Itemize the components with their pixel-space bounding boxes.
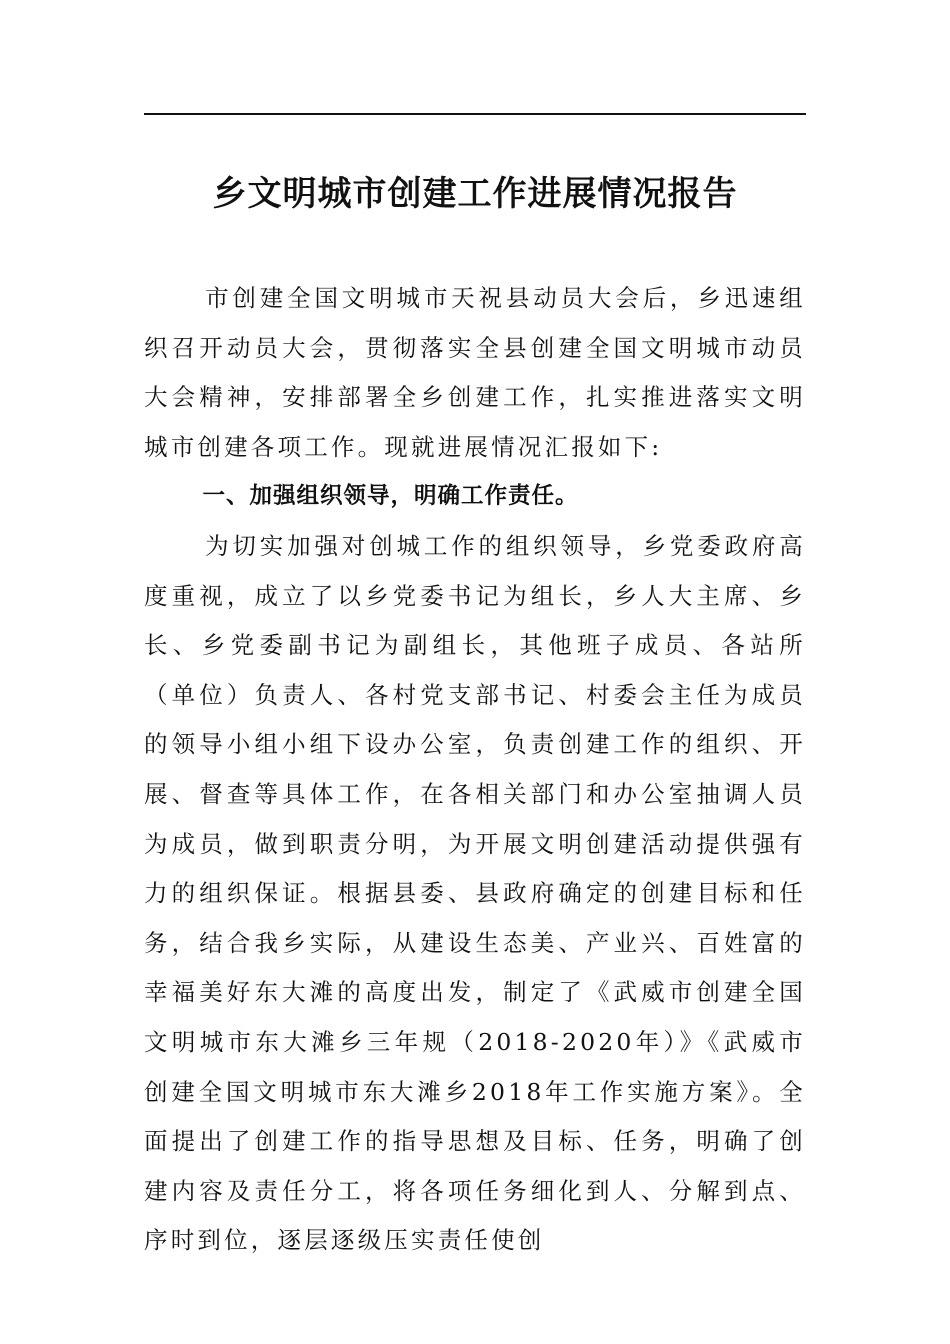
section-paragraph: 为切实加强对创城工作的组织领导，乡党委政府高度重视，成立了以乡党委书记为组长，乡人大主席、乡长、乡党委副书记为副组长，其他班子成员、各站所（单位）负责人、各村党支部书记、村委会主任为成员的领导小组小组下设办公室，负责创建工作的组织、开展、督查等具体工作，在各相关部门和办公室抽调人员为成员，做到职责分明，为开展文明创建活动提供强有力的组织保证。根据县委、县政府确定的创建目标和任务，结合我乡实际，从建设生态美、产业兴、百姓富的幸福美好东大滩的高度出发，制定了《武威市创建全国文明城市东大滩乡三年规（2018-2020年）》《武威市创建全国文明城市东大滩乡2018年工作实施方案》。全面提出了创建工作的指导思想及目标、任务，明确了创建内容及责任分工，将各项任务细化到人、分解到点、序时到位，逐层逐级压实责任使创 xyxy=(144,531,806,1255)
header-rule xyxy=(144,113,806,115)
section-heading: 一、加强组织领导，明确工作责任。 xyxy=(202,483,579,510)
page-title: 乡文明城市创建工作进展情况报告 xyxy=(212,174,738,214)
intro-paragraph: 市创建全国文明城市天祝县动员大会后，乡迅速组织召开动员大会，贯彻落实全县创建全国文明城市动员大会精神，安排部署全乡创建工作，扎实推进落实文明城市创建各项工作。现就进展情况汇报如下: xyxy=(144,284,806,461)
document-body xyxy=(144,274,806,1266)
